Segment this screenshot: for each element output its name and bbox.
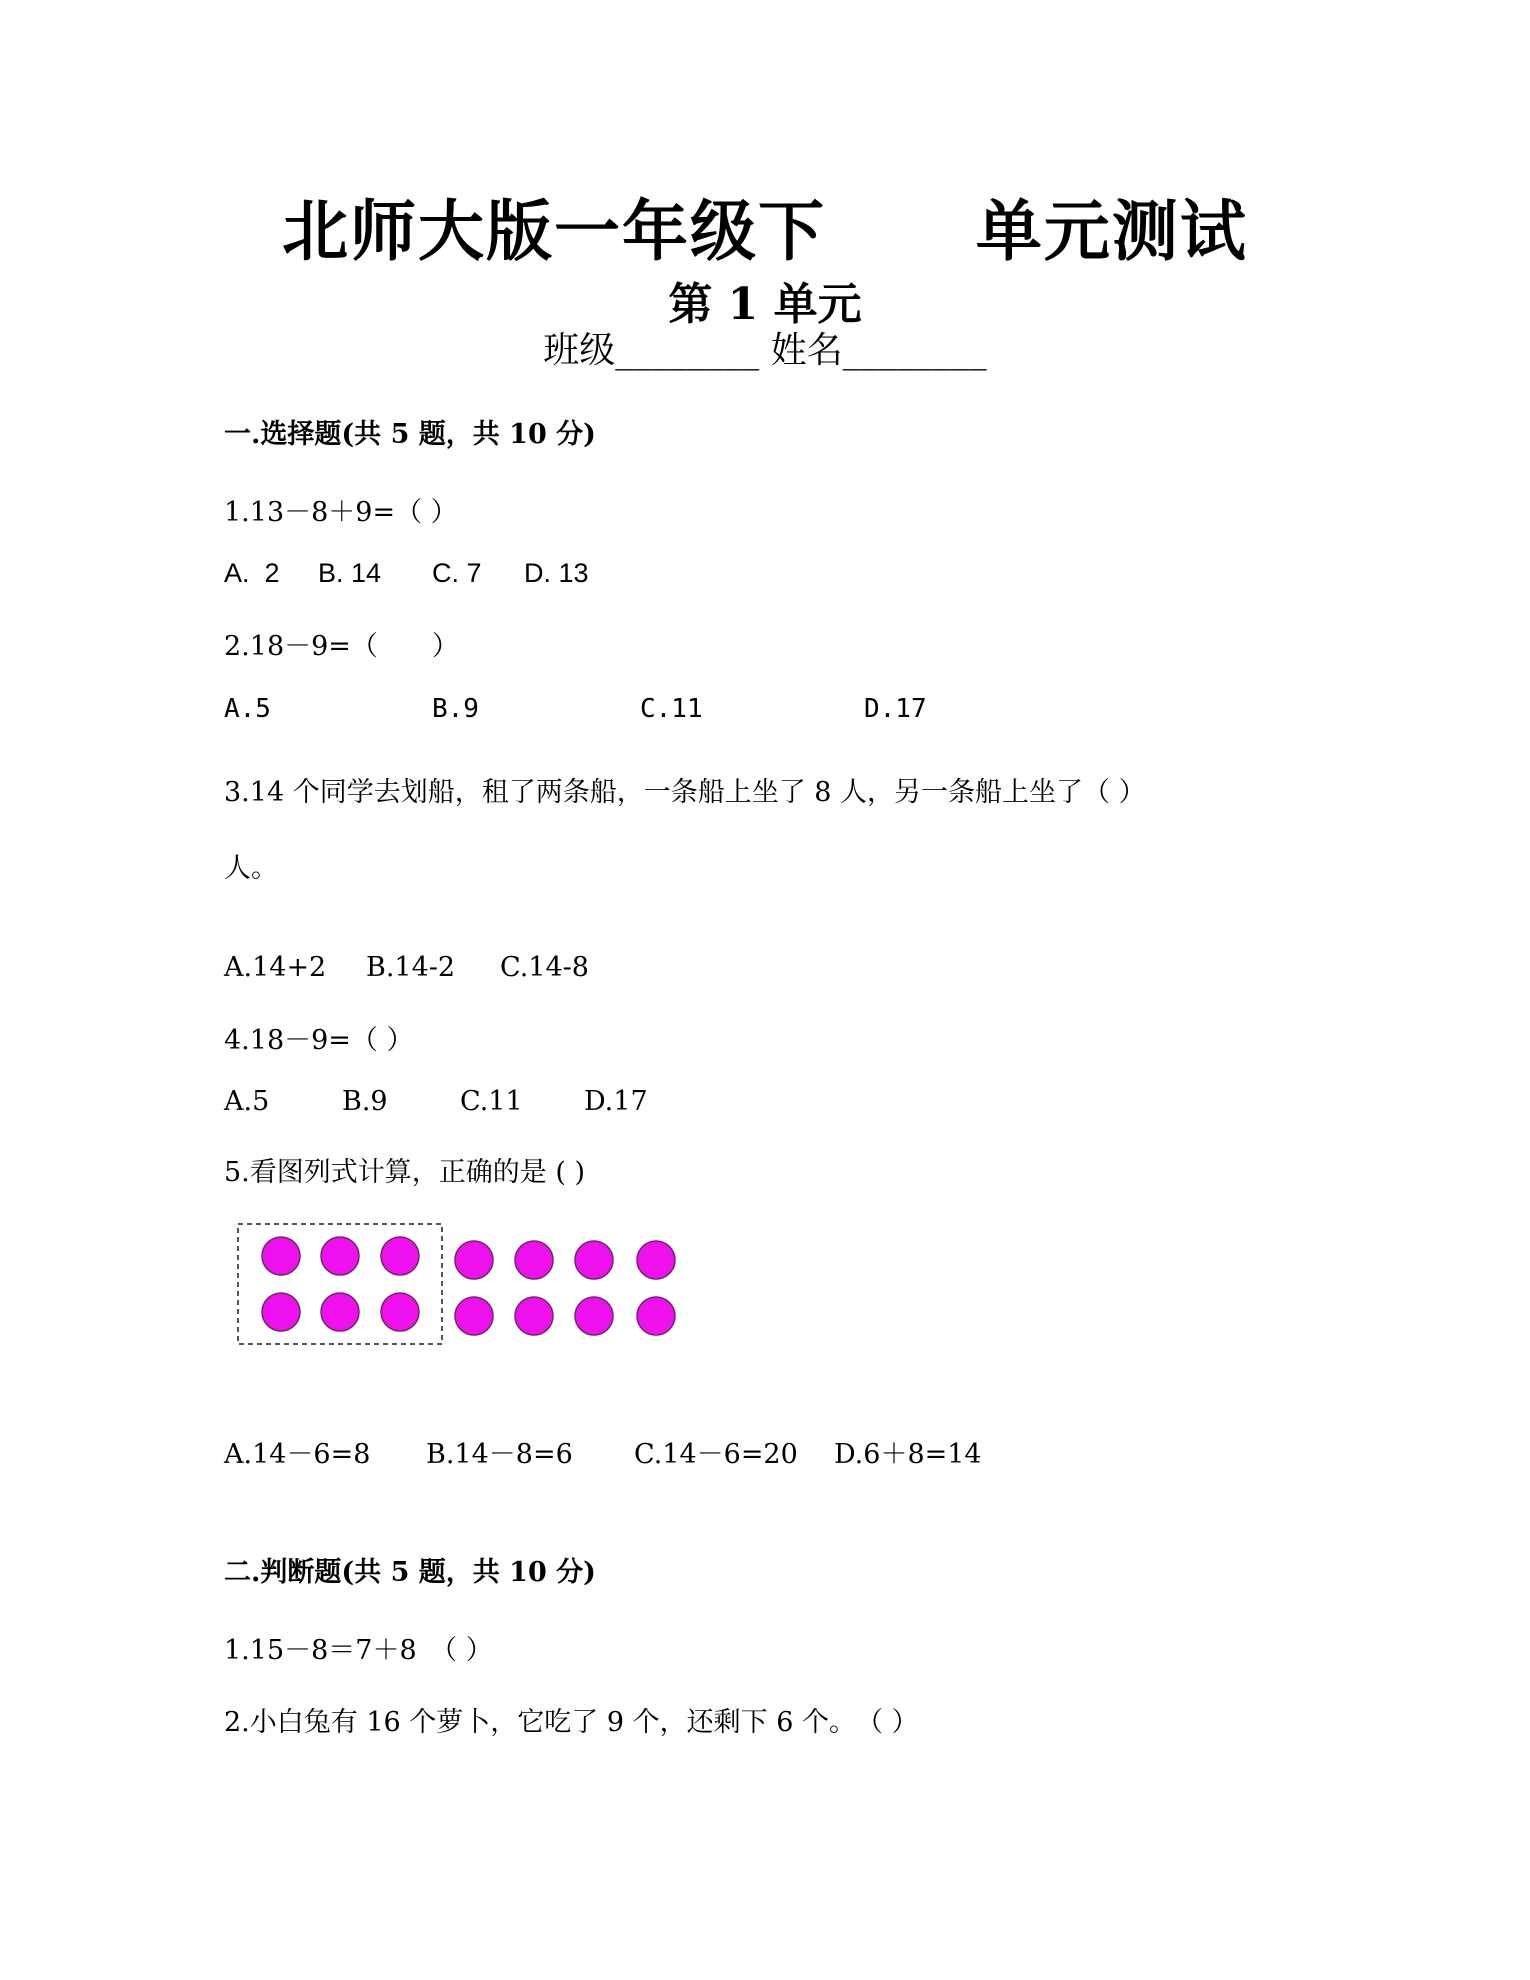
section-heading-choice: 一.选择题(共 5 题，共 10 分)	[224, 419, 596, 450]
page-title: 北师大版一年级下 单元测试	[282, 193, 1248, 270]
dots-figure	[232, 1218, 692, 1350]
option-d: D. 13	[524, 558, 589, 588]
option-b: B.9	[432, 694, 479, 724]
question-5: 5.看图列式计算，正确的是 ( )	[224, 1157, 585, 1188]
dot	[515, 1241, 553, 1279]
dot-boxed	[262, 1237, 300, 1275]
option-a: A.5	[224, 694, 271, 724]
dot-boxed	[321, 1237, 359, 1275]
question-3-line-1: 3.14 个同学去划船，租了两条船，一条船上坐了 8 人，另一条船上坐了（ ）	[224, 777, 1146, 808]
option-b: B.14-2	[366, 952, 456, 983]
option-a: A.14+2	[224, 952, 327, 983]
option-b: B.14－8=6	[426, 1439, 573, 1470]
unit-subtitle: 第 1 单元	[668, 279, 862, 330]
dot	[575, 1297, 613, 1335]
dot	[637, 1241, 675, 1279]
question-3-line-2: 人。	[224, 853, 278, 884]
section-heading-judgement: 二.判断题(共 5 题，共 10 分)	[224, 1557, 596, 1588]
option-a: A.5	[224, 1086, 270, 1117]
option-a: A.14－6=8	[224, 1439, 371, 1470]
option-c: C.14-8	[500, 952, 589, 983]
option-b: B.9	[342, 1086, 388, 1117]
option-c: C.14－6=20	[634, 1439, 798, 1470]
judgement-question-1: 1.15－8＝7＋8 （ ）	[224, 1635, 493, 1666]
judgement-question-2: 2.小白兔有 16 个萝卜，它吃了 9 个，还剩下 6 个。 （ ）	[224, 1707, 919, 1738]
dot-boxed	[381, 1237, 419, 1275]
option-d: D.17	[864, 694, 927, 724]
dot	[575, 1241, 613, 1279]
dot	[455, 1241, 493, 1279]
dot	[455, 1297, 493, 1335]
option-c: C. 7	[432, 558, 482, 588]
option-d: D.6＋8=14	[834, 1439, 982, 1470]
question-1: 1.13－8＋9=（ ）	[224, 497, 458, 528]
option-c: C.11	[640, 694, 703, 724]
dot-boxed	[381, 1293, 419, 1331]
dot	[515, 1297, 553, 1335]
question-4: 4.18－9=（ ）	[224, 1025, 414, 1056]
option-b: B. 14	[318, 558, 382, 588]
dot-boxed	[321, 1293, 359, 1331]
option-c: C.11	[460, 1086, 523, 1117]
dot-boxed	[262, 1293, 300, 1331]
option-d: D.17	[584, 1086, 648, 1117]
question-2: 2.18－9=（ ）	[224, 631, 459, 662]
dot	[637, 1297, 675, 1335]
option-a: A. 2	[224, 558, 280, 588]
class-name-line: 班级________ 姓名________	[543, 330, 987, 371]
